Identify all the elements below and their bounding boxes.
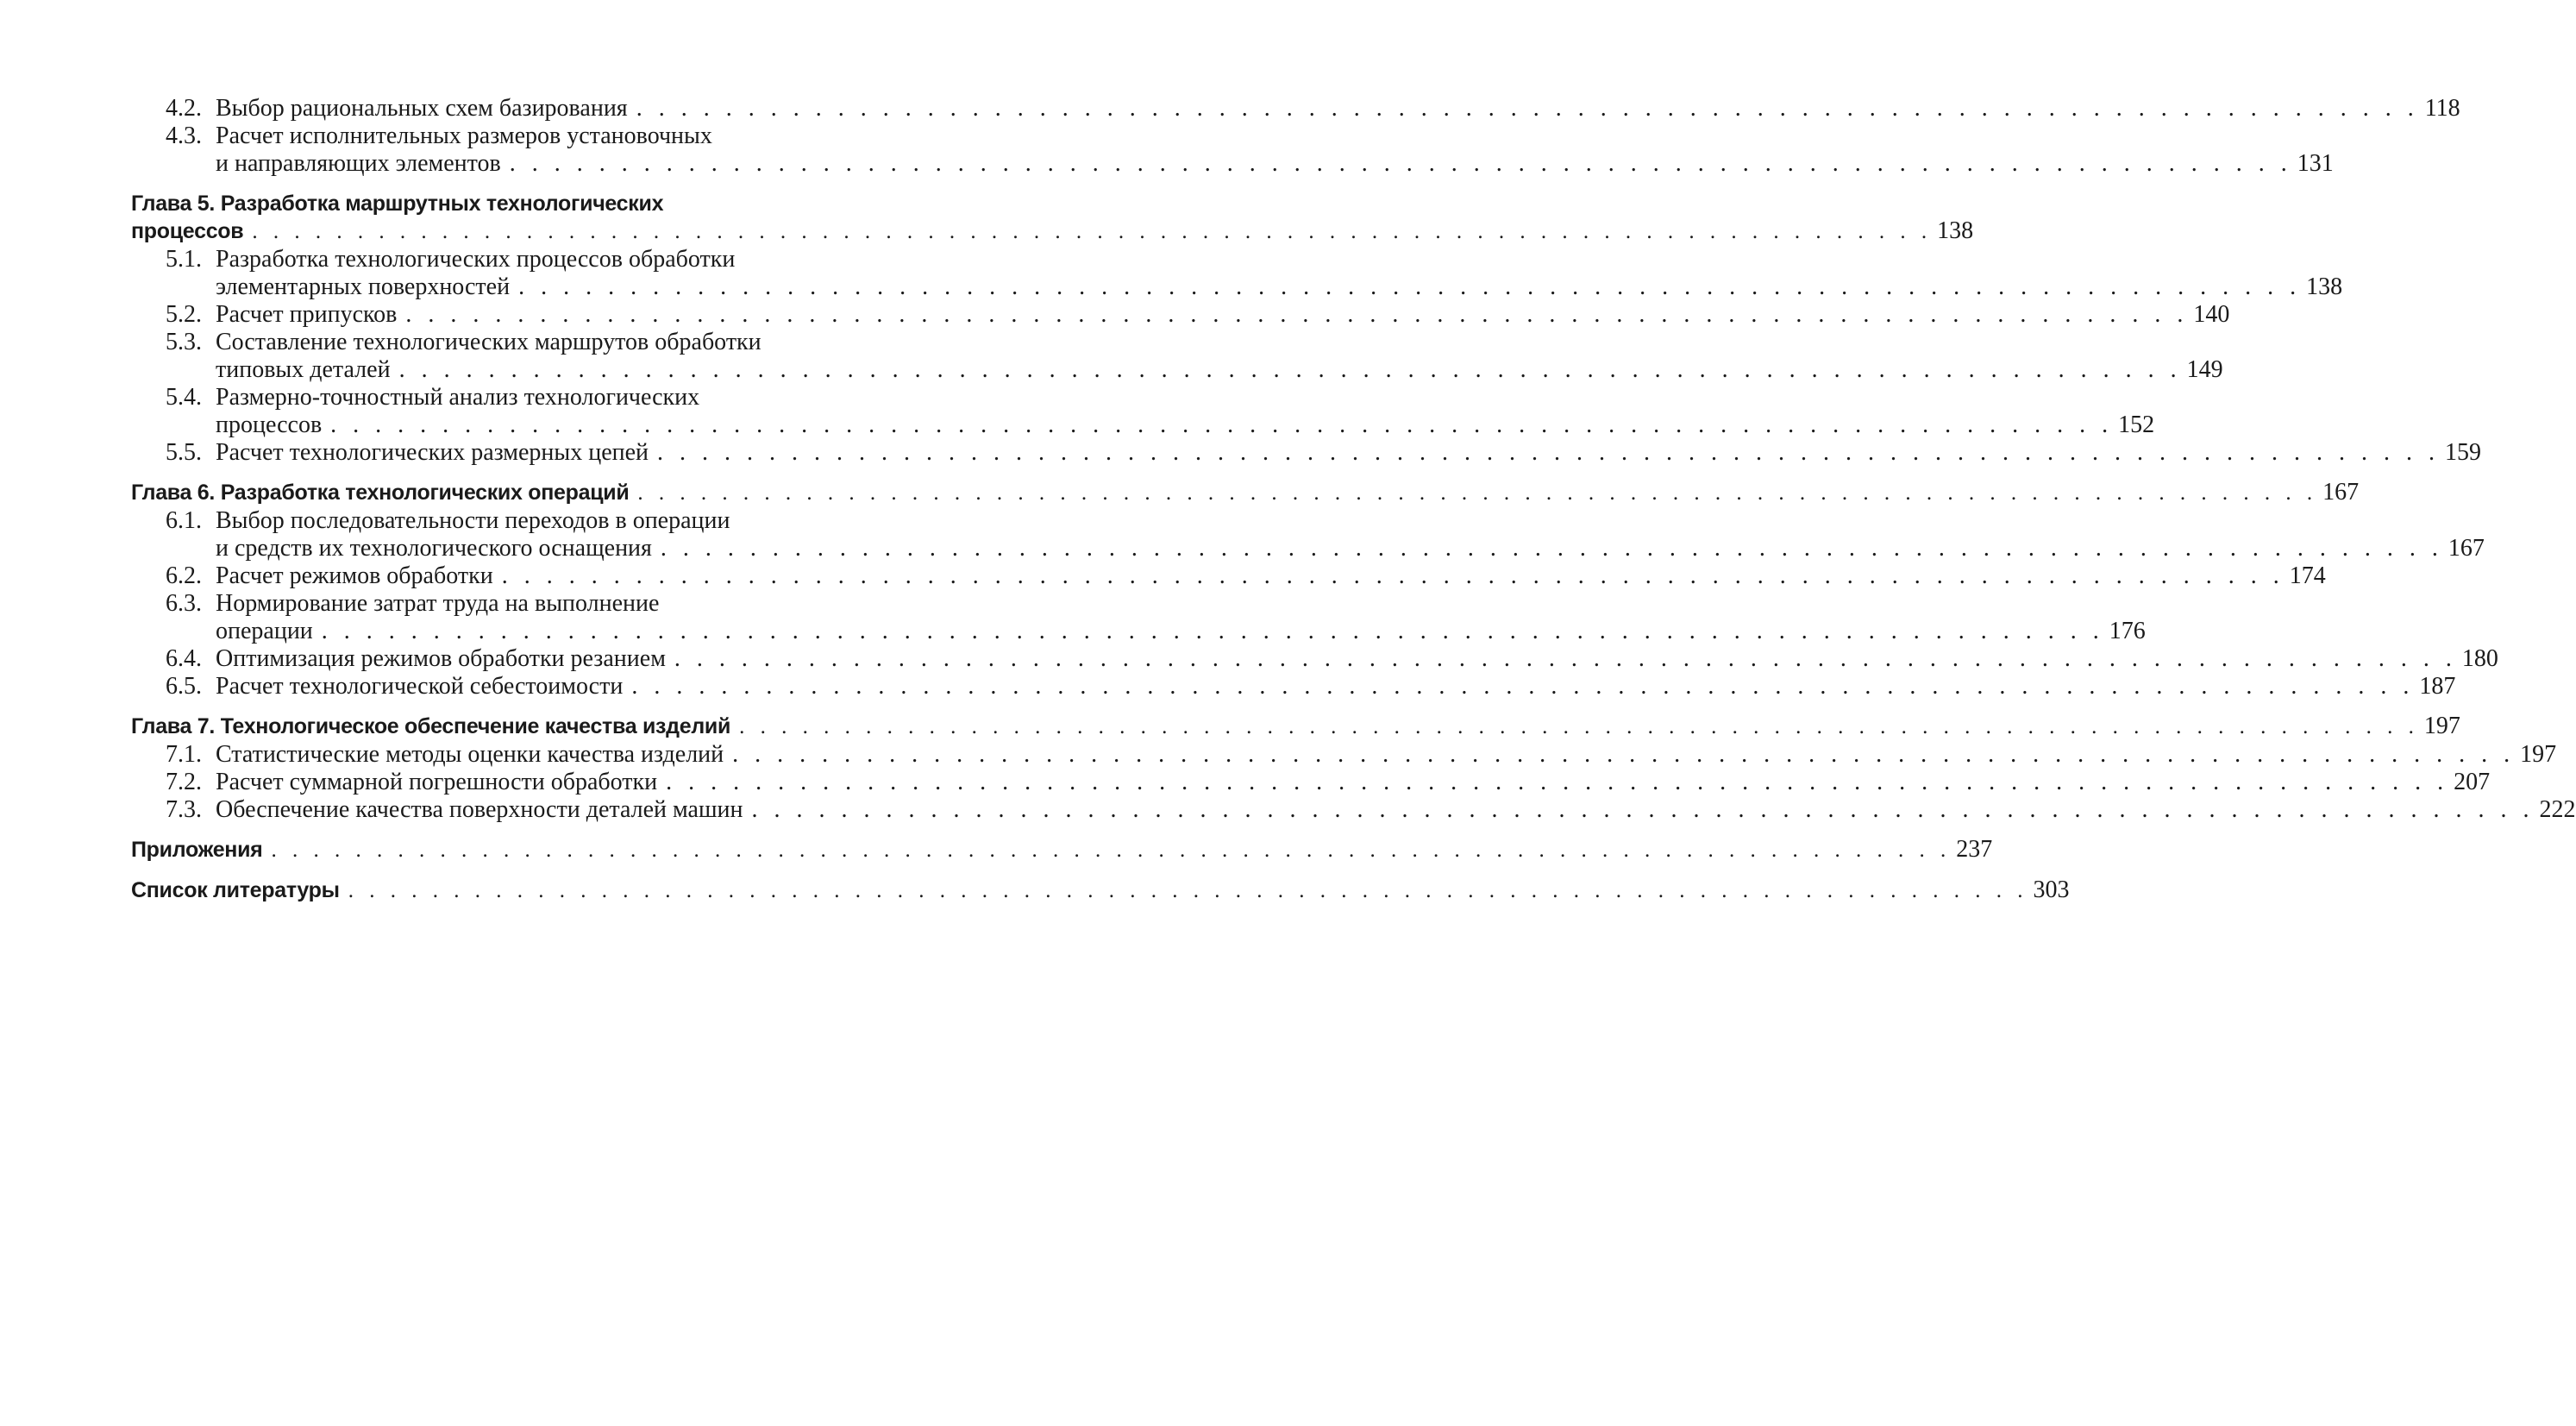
toc-page-number: 138	[2306, 273, 2343, 300]
toc-entry-4-2	[131, 95, 2460, 122]
toc-page-number: 174	[2289, 562, 2326, 589]
toc-page-number: 207	[2454, 769, 2491, 795]
toc-page-number: 167	[2322, 479, 2360, 506]
toc-number: 4.2.	[166, 95, 202, 122]
toc-page-number: 159	[2445, 439, 2482, 466]
toc-title: Оптимизация режимов обработки резанием	[216, 645, 666, 672]
toc-entry-5-5	[131, 439, 2482, 467]
toc-entry-4-3	[131, 122, 2334, 178]
leader-dots: . . . . . . . . . . . . . . . . . . . . . . . . . . . . . . . . . . . . . . . . . . . . . . . . . . . . . . . . . . . . . . . . . . . . . . . . . . . . . . . .	[751, 796, 2535, 823]
leader-dots: . . . . . . . . . . . . . . . . . . . . . . . . . . . . . . . . . . . . . . . . . . . . . . . . . . . . . . . . . . . . . . . . . . . . . . . . . . . . . . . .	[509, 150, 2292, 177]
toc-title-line1: Разработка технологических процессов обработки	[216, 246, 736, 273]
chapter-title: Приложения	[131, 838, 263, 862]
toc-entry-7-1	[131, 741, 2557, 769]
toc-page-number: 197	[2520, 741, 2557, 768]
toc-page-number: 222	[2539, 796, 2576, 823]
toc-title-line2: элементарных поверхностей	[216, 273, 511, 300]
toc-title-line2: и направляющих элементов	[216, 150, 501, 177]
toc-page-number: 187	[2419, 673, 2456, 700]
toc-page-number: 167	[2448, 535, 2485, 562]
toc-page-number: 197	[2423, 713, 2460, 739]
leader-dots: . . . . . . . . . . . . . . . . . . . . . . . . . . . . . . . . . . . . . . . . . . . . . . . . . . . . . . . . . . . . . . . . . . . . . . . . . . . . . . . .	[732, 741, 2516, 768]
toc-title-line2: операции	[216, 618, 313, 644]
toc-title: Статистические методы оценки качества изделий	[216, 741, 724, 768]
toc-chapter-6	[131, 479, 2360, 507]
toc-title: Расчет технологических размерных цепей	[216, 439, 649, 466]
toc-page-number: 180	[2461, 645, 2498, 672]
toc-title-line2: процессов	[216, 411, 323, 438]
toc-title-line1: Размерно-точностный анализ технологических	[216, 384, 700, 411]
toc-page-number: 140	[2193, 301, 2230, 328]
toc-page-number: 303	[2033, 876, 2070, 903]
toc-title-line2: и средств их технологического оснащения	[216, 535, 652, 562]
toc-title-line1: Нормирование затрат труда на выполнение	[216, 590, 660, 617]
toc-title-line1: Расчет исполнительных размеров установочных	[216, 122, 712, 149]
toc-number: 5.4.	[166, 384, 202, 411]
chapter-title-line2: процессов	[131, 219, 244, 243]
toc-entry-7-3	[131, 796, 2576, 824]
toc-entry-6-5	[131, 673, 2456, 700]
toc-number: 6.4.	[166, 645, 202, 672]
toc-title: Расчет припусков	[216, 301, 398, 328]
toc-title-line2: типовых деталей	[216, 356, 391, 383]
leader-dots: . . . . . . . . . . . . . . . . . . . . . . . . . . . . . . . . . . . . . . . . . . . . . . . . . . . . . . . . . . . . . . . . . . . . . . . . . . . . . . . .	[739, 715, 2419, 738]
chapter-title: Глава 6. Разработка технологических операций	[131, 481, 630, 505]
toc-title: Расчет режимов обработки	[216, 562, 493, 589]
leader-dots: . . . . . . . . . . . . . . . . . . . . . . . . . . . . . . . . . . . . . . . . . . . . . . . . . . . . . . . . . . . . . . . . . . . . . . . . . . . . . . . .	[518, 273, 2302, 300]
leader-dots: . . . . . . . . . . . . . . . . . . . . . . . . . . . . . . . . . . . . . . . . . . . . . . . . . . . . . . . . . . . . . . . . . . . . . . . . . . . . . . . .	[398, 356, 2182, 383]
leader-dots: . . . . . . . . . . . . . . . . . . . . . . . . . . . . . . . . . . . . . . . . . . . . . . . . . . . . . . . . . . . . . . . . . . . . . . . . . . . . . . . .	[321, 618, 2104, 644]
toc-entry-6-2	[131, 562, 2326, 590]
toc-entry-5-4	[131, 384, 2155, 439]
toc-number: 6.1.	[166, 507, 202, 534]
toc-number: 5.1.	[166, 246, 202, 273]
toc-appendix	[131, 836, 1993, 864]
toc-title-line1: Выбор последовательности переходов в операции	[216, 507, 730, 534]
toc-number: 5.2.	[166, 301, 202, 328]
toc-entry-7-2	[131, 769, 2491, 796]
leader-dots: . . . . . . . . . . . . . . . . . . . . . . . . . . . . . . . . . . . . . . . . . . . . . . . . . . . . . . . . . . . . . . . . . . . . . . . . . . . . . . . .	[501, 562, 2285, 589]
leader-dots: . . . . . . . . . . . . . . . . . . . . . . . . . . . . . . . . . . . . . . . . . . . . . . . . . . . . . . . . . . . . . . . . . . . . . . . . . . . . . . . .	[637, 481, 2318, 505]
toc-number: 5.3.	[166, 329, 202, 355]
toc-page-number: 131	[2297, 150, 2334, 177]
toc-chapter-7	[131, 713, 2460, 741]
toc-entry-5-1	[131, 246, 2343, 301]
toc-entry-5-2	[131, 301, 2230, 329]
toc-references	[131, 876, 2070, 905]
toc-chapter-5	[131, 190, 1974, 246]
toc-title: Выбор рациональных схем базирования	[216, 95, 628, 122]
toc-entry-6-3	[131, 590, 2146, 645]
leader-dots: . . . . . . . . . . . . . . . . . . . . . . . . . . . . . . . . . . . . . . . . . . . . . . . . . . . . . . . . . . . . . . . . . . . . . . . . . . . . . . . .	[674, 645, 2457, 672]
leader-dots: . . . . . . . . . . . . . . . . . . . . . . . . . . . . . . . . . . . . . . . . . . . . . . . . . . . . . . . . . . . . . . . . . . . . . . . . . . . . . . . .	[330, 411, 2114, 438]
toc-page-number: 138	[1937, 217, 1974, 244]
toc-number: 6.3.	[166, 590, 202, 617]
leader-dots: . . . . . . . . . . . . . . . . . . . . . . . . . . . . . . . . . . . . . . . . . . . . . . . . . . . . . . . . . . . . . . . . . . . . . . . . . . . . . . . .	[636, 95, 2419, 122]
leader-dots: . . . . . . . . . . . . . . . . . . . . . . . . . . . . . . . . . . . . . . . . . . . . . . . . . . . . . . . . . . . . . . . . . . . . . . . . . . . . . . . .	[405, 301, 2189, 328]
toc-number: 7.1.	[166, 741, 202, 768]
toc-title: Обеспечение качества поверхности деталей машин	[216, 796, 743, 823]
toc-page-number: 176	[2109, 618, 2146, 644]
leader-dots: . . . . . . . . . . . . . . . . . . . . . . . . . . . . . . . . . . . . . . . . . . . . . . . . . . . . . . . . . . . . . . . . . . . . . . . . . . . . . . . .	[657, 439, 2441, 466]
toc-title: Расчет суммарной погрешности обработки	[216, 769, 658, 795]
leader-dots: . . . . . . . . . . . . . . . . . . . . . . . . . . . . . . . . . . . . . . . . . . . . . . . . . . . . . . . . . . . . . . . . . . . . . . . . . . . . . . . .	[631, 673, 2415, 700]
toc-number: 4.3.	[166, 122, 202, 149]
toc-page-number: 149	[2186, 356, 2223, 383]
toc-entry-6-1	[131, 507, 2485, 562]
toc-number: 6.2.	[166, 562, 202, 589]
toc-number: 7.3.	[166, 796, 202, 823]
toc-title-line1: Составление технологических маршрутов обработки	[216, 329, 762, 355]
toc-page-number: 237	[1956, 836, 1993, 863]
toc-number: 7.2.	[166, 769, 202, 795]
chapter-title-line1: Глава 5. Разработка маршрутных технологических	[131, 192, 664, 216]
toc-page-number: 152	[2118, 411, 2155, 438]
table-of-contents	[131, 95, 2576, 905]
toc-entry-6-4	[131, 645, 2498, 673]
chapter-title: Глава 7. Технологическое обеспечение качества изделий	[131, 714, 731, 738]
leader-dots: . . . . . . . . . . . . . . . . . . . . . . . . . . . . . . . . . . . . . . . . . . . . . . . . . . . . . . . . . . . . . . . . . . . . . . . . . . . . . . . .	[660, 535, 2443, 562]
leader-dots: . . . . . . . . . . . . . . . . . . . . . . . . . . . . . . . . . . . . . . . . . . . . . . . . . . . . . . . . . . . . . . . . . . . . . . . . . . . . . . . .	[666, 769, 2449, 795]
toc-number: 6.5.	[166, 673, 202, 700]
toc-page-number: 118	[2424, 95, 2460, 122]
chapter-title: Список литературы	[131, 878, 340, 902]
leader-dots: . . . . . . . . . . . . . . . . . . . . . . . . . . . . . . . . . . . . . . . . . . . . . . . . . . . . . . . . . . . . . . . . . . . . . . . . . . . . . . . .	[348, 879, 2028, 902]
toc-number: 5.5.	[166, 439, 202, 466]
toc-entry-5-3	[131, 329, 2223, 384]
leader-dots: . . . . . . . . . . . . . . . . . . . . . . . . . . . . . . . . . . . . . . . . . . . . . . . . . . . . . . . . . . . . . . . . . . . . . . . . . . . . . . . .	[271, 839, 1952, 862]
toc-title: Расчет технологической себестоимости	[216, 673, 624, 700]
leader-dots: . . . . . . . . . . . . . . . . . . . . . . . . . . . . . . . . . . . . . . . . . . . . . . . . . . . . . . . . . . . . . . . . . . . . . . . . . . . . . . . .	[252, 220, 1933, 243]
